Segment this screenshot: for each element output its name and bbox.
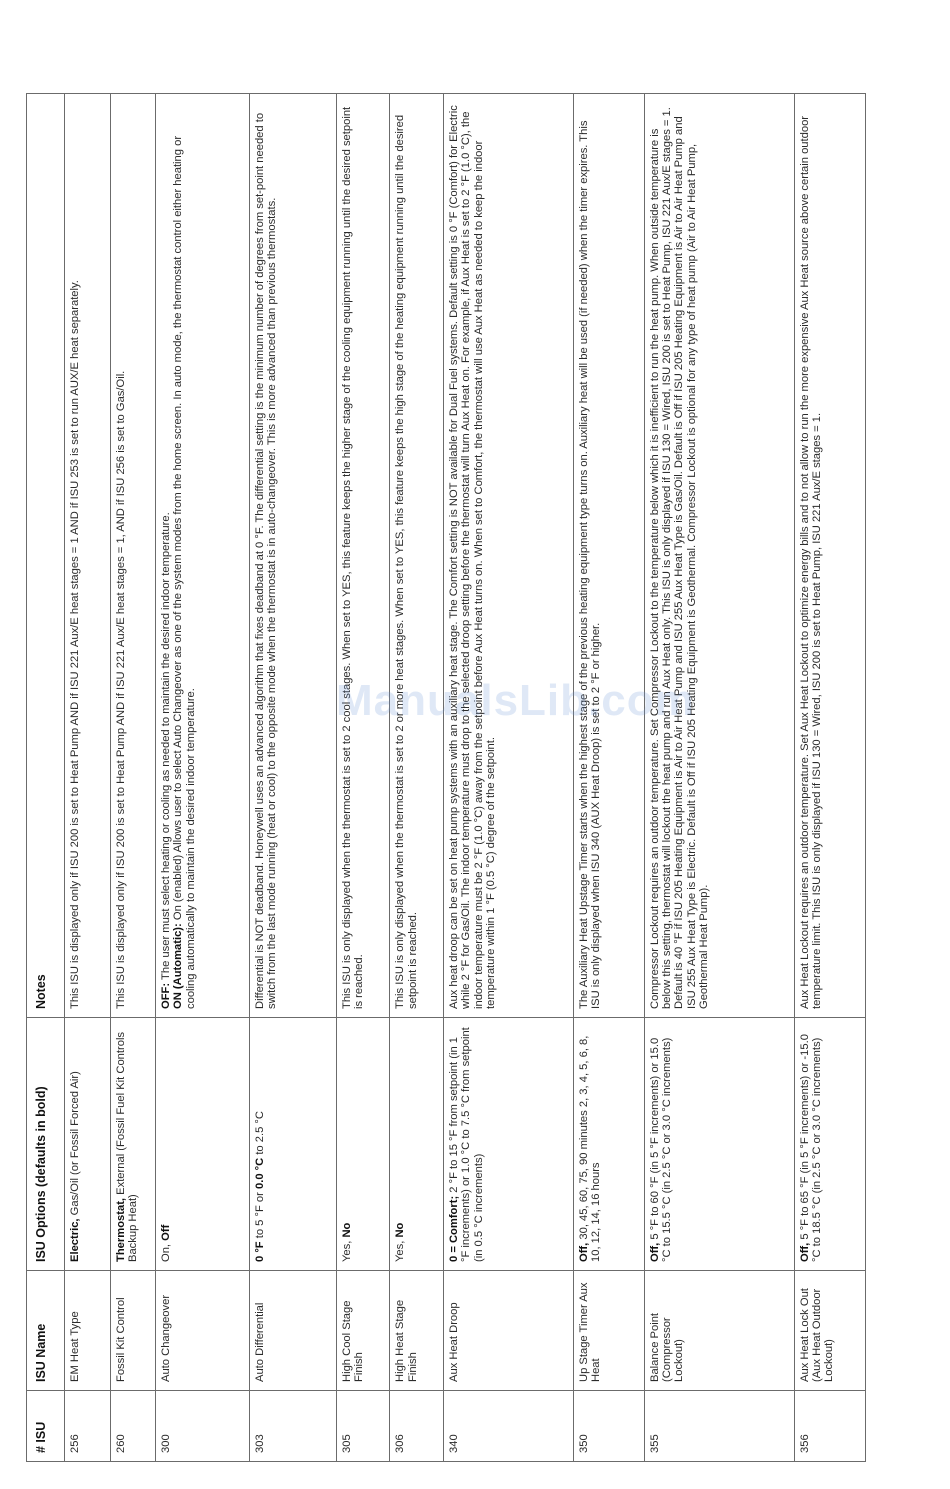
isu-notes: This ISU is only displayed when the thermostat is set to 2 or more heat stages. When set to YES, this feature keeps the high stage of the heating equipment running until the desired setpoint is reached. (390, 94, 444, 1018)
isu-number: 305 (336, 1391, 390, 1462)
notes-on-label: ON (Automatic): (172, 923, 185, 1009)
isu-notes: The Auxiliary Heat Upstage Timer starts when the highest stage of the previous heating equipment type turns on. Auxiliary heat will be used (if needed) when the timer expires. This ISU is only displayed when ISU 340 (AUX Heat Droop) is set to 2 °F or higher. (573, 94, 644, 1018)
header-isu-options: ISU Options (defaults in bold) (27, 1018, 65, 1271)
rotated-table-wrapper (26, 94, 866, 1462)
option-default-celsius: 0.0 °C (253, 1157, 266, 1189)
isu-number: 340 (444, 1391, 574, 1462)
option-text: Gas/Oil (or Fossil Forced Air) (69, 1071, 81, 1219)
option-text: 5 °F to 65 °F (in 5 °F increments) or -15.0 °C to 18.5 °C (in 2.5 °C or 3.0 °C increments) (798, 1034, 824, 1262)
option-default: Off, (798, 1242, 811, 1262)
isu-number: 356 (794, 1391, 865, 1462)
isu-name: Up Stage Timer Aux Heat (573, 1271, 644, 1391)
watermark-logo: ManualsLib.com (336, 676, 695, 725)
option-text: Yes, (340, 1237, 353, 1262)
isu-name: EM Heat Type (65, 1271, 111, 1391)
header-isu: # ISU (27, 1391, 65, 1462)
isu-options (156, 1018, 249, 1271)
isu-options (336, 1018, 390, 1271)
table-row (390, 94, 444, 1462)
option-default: No (394, 1222, 407, 1238)
option-default: Electric, (69, 1218, 81, 1262)
isu-name: Fossil Kit Control (110, 1271, 156, 1391)
option-text-celsius: to 2.5 °C (253, 1111, 266, 1158)
isu-notes: Aux heat droop can be set on heat pump systems with an auxiliary heat stage. The Comfort setting is NOT available for Dual Fuel systems. Default setting is 0 °F (Comfort) for Electric while 2 °F for Gas/Oil. The indoor temperature must drop to the selected droop setting before the thermostat will turn Aux Heat on. For example, if Aux Heat is set to 2 °F (1.0 °C), the indoor temperature must be 2 °F (1.0 °C) away from the setpoint before Aux Heat turns on. When set to Comfort, the thermostat will use Aux Heat as needed to keep the indoor temperature within 1 °F (0.5 °C) degree of the setpoint. (444, 94, 574, 1018)
header-isu-name: ISU Name (27, 1271, 65, 1391)
option-text: External (Fossil Fuel Kit Controls Backup Heat) (114, 1031, 139, 1262)
isu-options (444, 1018, 574, 1271)
isu-notes (156, 94, 249, 1018)
table-row (110, 94, 156, 1462)
isu-number: 256 (65, 1391, 111, 1462)
isu-options (65, 1018, 111, 1271)
isu-notes: Differential is NOT deadband. Honeywell uses an advanced algorithm that fixes deadband at 0 °F. The differential setting is the minimum number of degrees from set-point needed to switch from the last mode running (heat or cool) to the opposite mode when the thermostat is in auto-changeover. This is more advanced than previous thermostats. (249, 94, 336, 1018)
table-row (65, 94, 111, 1462)
table-row (249, 94, 336, 1462)
option-default: No (340, 1222, 353, 1238)
option-text: 2 °F to 15 °F from setpoint (in 1 °F increments) or 1.0 °C to 7.5 °C from setpoint (in 0.5 °C increments) (448, 1027, 485, 1262)
isu-number: 355 (644, 1391, 794, 1462)
notes-on-text: On (enabled) Allows user to select Auto Changeover as one of the system modes from the home screen. In auto mode, the thermostat control either heating or cooling automatically to maintain the desired indoor temperature. (172, 135, 197, 1009)
table-header-row (27, 94, 65, 1462)
isu-name: High Cool Stage Finish (336, 1271, 390, 1391)
notes-off-text: The user must select heating or cooling as needed to maintain the desired indoor temperature. (160, 512, 173, 983)
notes-off-label: OFF: (160, 982, 173, 1009)
isu-number: 303 (249, 1391, 336, 1462)
option-text: On, (160, 1240, 173, 1262)
isu-options (573, 1018, 644, 1271)
isu-options (249, 1018, 336, 1271)
table-row (794, 94, 865, 1462)
isu-number: 300 (156, 1391, 249, 1462)
table-row (444, 94, 574, 1462)
option-default: 0 °F (253, 1241, 266, 1262)
option-text: 5 °F to 60 °F (in 5 °F increments) or 15.0 °C to 15.5 °C (in 2.5 °C or 3.0 °C increments) (648, 1037, 674, 1262)
option-text: Yes, (394, 1237, 407, 1262)
table-row (156, 94, 249, 1462)
isu-number: 260 (110, 1391, 156, 1462)
isu-name: High Heat Stage Finish (390, 1271, 444, 1391)
option-text: to 5 °F or (253, 1189, 266, 1242)
option-default: Off, (577, 1242, 590, 1262)
table-row (644, 94, 794, 1462)
isu-options (794, 1018, 865, 1271)
isu-notes: Aux Heat Lockout requires an outdoor temperature. Set Aux Heat Lockout to optimize energy bills and to not allow to run the more expensive Aux Heat source above certain outdoor temperature limit. This ISU is only displayed if ISU 130 = Wired, ISU 200 is set to Heat Pump, ISU 221 Aux/E stages = 1. (794, 94, 865, 1018)
header-notes: Notes (27, 94, 65, 1018)
isu-name: Aux Heat Droop (444, 1271, 574, 1391)
isu-name: Auto Changeover (156, 1271, 249, 1391)
isu-options (390, 1018, 444, 1271)
option-default: Off (160, 1224, 173, 1241)
isu-number: 306 (390, 1391, 444, 1462)
option-text: 30, 45, 60, 75, 90 minutes 2, 3, 4, 5, 6, 8, 10, 12, 14, 16 hours (577, 1035, 603, 1262)
isu-name: Aux Heat Lock Out (Aux Heat Outdoor Lockout) (794, 1271, 865, 1391)
isu-name: Balance Point (Compressor Lockout) (644, 1271, 794, 1391)
table-row (336, 94, 390, 1462)
table-row (573, 94, 644, 1462)
isu-options (110, 1018, 156, 1271)
option-default: Thermostat, (114, 1197, 127, 1262)
isu-notes: This ISU is displayed only if ISU 200 is set to Heat Pump AND if ISU 221 Aux/E heat stages = 1, AND if ISU 256 is set to Gas/Oil. (110, 94, 156, 1018)
isu-notes: Compressor Lockout requires an outdoor temperature. Set Compressor Lockout to the temperature below which it is inefficient to run the heat pump. When outside temperature is below this setting, thermostat will lockout the heat pump and run Aux Heat only. This ISU is only displayed if ISU 130 = Wired, ISU 200 is set to Heat Pump, ISU 221 Aux/E stages = 1. Default is 40 °F if ISU 205 Heating Equipment is Air to Air Heat Pump and ISU 255 Aux Heat Type is Gas/Oil. Default is Off if ISU 205 Heating Equipment is Air to Air Heat Pump and ISU 255 Aux Heat Type is Electric. Default is Off if ISU 205 Heating Equipment is Geothermal. Compressor Lockout is optional for any type of heat pump (Air to Air Heat Pump, Geothermal Heat Pump). (644, 94, 794, 1018)
option-default: 0 = Comfort; (448, 1195, 461, 1262)
option-default: Off, (648, 1242, 661, 1262)
isu-notes: This ISU is only displayed when the thermostat is set to 2 cool stages. When set to YES, this feature keeps the higher stage of the cooling equipment running until the desired setpoint is reached. (336, 94, 390, 1018)
isu-number: 350 (573, 1391, 644, 1462)
isu-notes: This ISU is displayed only if ISU 200 is set to Heat Pump AND if ISU 221 Aux/E heat stages = 1 AND if ISU 253 is set to run AUX/E heat separately. (65, 94, 111, 1018)
isu-options (644, 1018, 794, 1271)
isu-settings-table (26, 93, 866, 1462)
isu-name: Auto Differential (249, 1271, 336, 1391)
